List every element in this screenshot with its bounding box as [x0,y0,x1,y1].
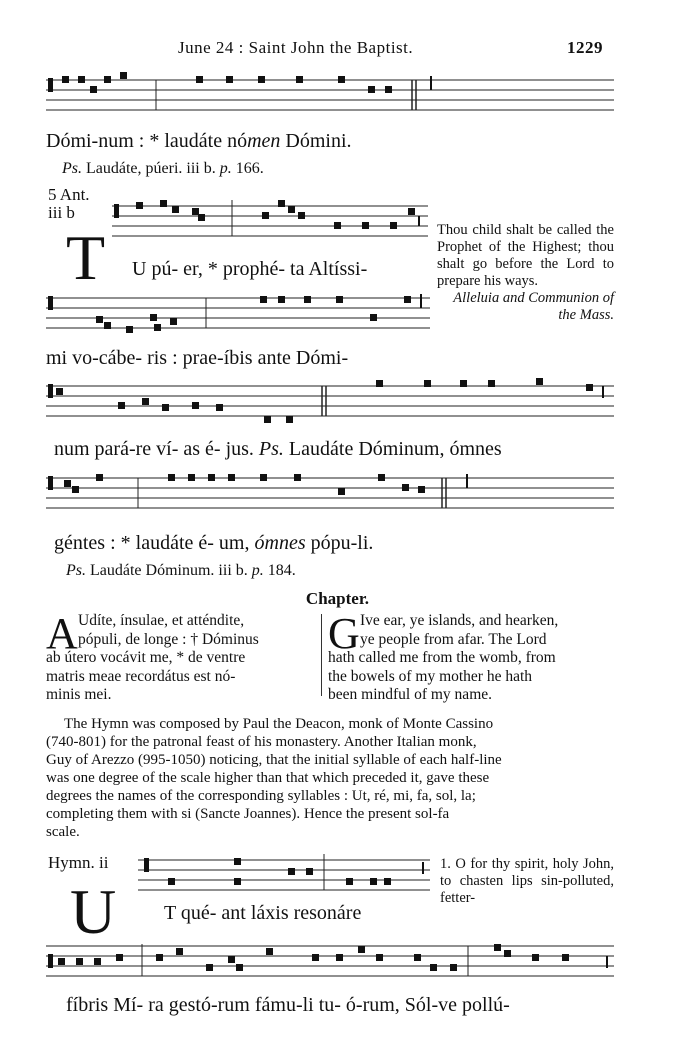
hymn-historical-note: The Hymn was composed by Paul the Deacon, monk of Monte Cassino (740-801) for the patronal feast of his monastery. Another Italian monk, Guy of Arezzo (995-1050) noticing, that the initial syllable of each half-line was one degree of the scale higher than that which preceded it, gave these degrees the names of the corresponding syllables : Ut, ré, mi, fa, sol, la; completing them with si (Sancte Joannes). Hence the present sol-fa scale. [46,716,502,840]
chapter-english: G Ive ear, ye islands, and hearken, ye people from afar. The Lord hath called me from the womb, from the bowels of my mother he hath been mindful of my name. [328,609,559,703]
lyric-line-9: T qué- ant láxis resonáre [164,902,362,924]
antiphon-initial: T [66,222,106,293]
lyric-line-10: fíbris Mí- ra gestó-rum fámu-li tu- ó-rum, Sól-ve pollú- [66,994,510,1016]
staff-3 [46,290,430,340]
staff-7 [46,940,614,984]
staff-2 [112,198,428,248]
running-title: June 24 : Saint John the Baptist. [178,38,414,57]
chapter-latin: A Udíte, ínsulae, et atténdite, pópuli, de longe : † Dóminus ab útero vocávit me, * de ventre matris meae recordátus est nó- minis mei. [46,609,259,703]
chapter-heading: Chapter. [305,589,370,608]
staff-1 [46,72,614,122]
lyric-line-4: mi vo-cábe- ris : prae-íbis ante Dómi- [46,347,349,369]
chapter-english-initial: G [328,609,360,658]
staff-6 [138,854,430,898]
hymn-initial: U [70,876,117,947]
lyric-line-3: U pú- er, * prophé- ta Altíssi- [132,258,368,280]
staff-5 [46,470,614,520]
page-number: 1229 [567,38,603,57]
psalm-reference-1: Ps. Laudáte, púeri. iii b. p. 166. [62,160,264,177]
lyric-line-1: Dómi-num : * laudáte nómen Dómini. [46,130,352,152]
antiphon-label: 5 Ant. iii b [48,185,90,222]
psalm-reference-2: Ps. Laudáte Dóminum. iii b. p. 184. [66,562,296,579]
lyric-line-5: num pará-re ví- as é- jus. Ps. Laudáte Dóminum, ómnes [54,438,502,460]
staff-4 [46,378,614,428]
hymn-label: Hymn. ii [48,853,109,872]
antiphon-translation: Thou child shalt be called the Prophet of the Highest; thou shalt go before the Lord to prepare his ways. Alleluia and Communion of the Mass. [437,222,614,323]
lyric-line-6: géntes : * laudáte é- um, ómnes pópu-li. [54,532,374,554]
chapter-latin-initial: A [46,609,78,658]
running-header [0,38,675,62]
hymn-translation: 1. O for thy spirit, holy John, to chasten lips sin-polluted, fetter- [440,856,614,906]
column-divider [321,614,322,696]
